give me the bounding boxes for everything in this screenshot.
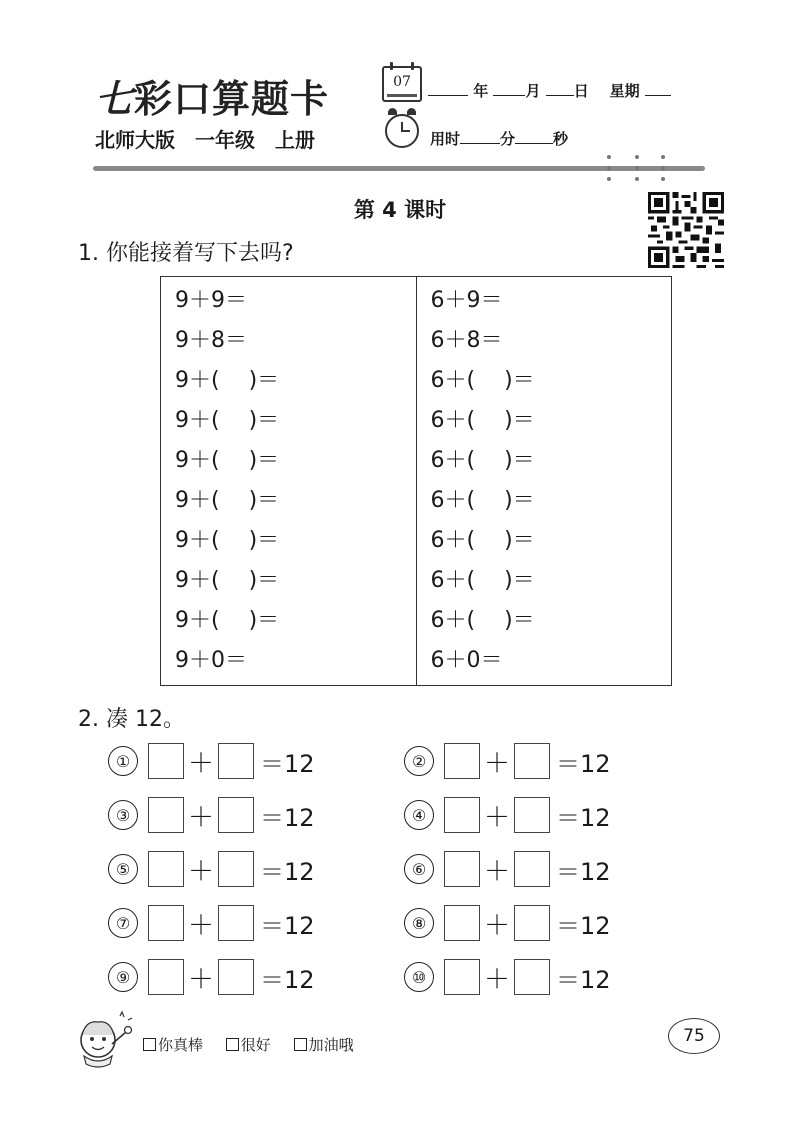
equation-row[interactable]: 9＋( )＝ [175, 368, 280, 393]
equals-twelve: ＝12 [260, 803, 315, 832]
item-number: ⑦ [108, 908, 138, 938]
make-twelve-item [108, 954, 315, 1000]
answer-box[interactable] [148, 743, 184, 779]
answer-box[interactable] [148, 959, 184, 995]
answer-box[interactable] [444, 743, 480, 779]
answer-box[interactable] [514, 905, 550, 941]
plus-sign: ＋ [187, 802, 214, 833]
equation-row[interactable]: 9＋( )＝ [175, 488, 280, 513]
make-twelve-item [404, 954, 611, 1000]
clock-icon [385, 114, 419, 148]
equals-twelve: ＝12 [556, 911, 611, 940]
equation-row[interactable]: 9＋9＝ [175, 288, 247, 313]
table-column-9 [161, 277, 416, 685]
answer-box[interactable] [444, 905, 480, 941]
answer-box[interactable] [514, 959, 550, 995]
rating-option[interactable]: 加油哦 [294, 1036, 354, 1054]
equals-twelve: ＝12 [556, 803, 611, 832]
binder-ring-icon [660, 155, 666, 181]
checkbox-icon[interactable] [294, 1038, 307, 1051]
equals-twelve: ＝12 [260, 911, 315, 940]
equation-row[interactable]: 6＋( )＝ [430, 408, 535, 433]
plus-sign: ＋ [187, 964, 214, 995]
item-number: ⑧ [404, 908, 434, 938]
checkbox-icon[interactable] [143, 1038, 156, 1051]
time-fields: 用时 分 秒 [430, 130, 569, 148]
make-twelve-item [404, 792, 611, 838]
equals-twelve: ＝12 [556, 857, 611, 886]
plus-sign: ＋ [483, 910, 510, 941]
equation-row[interactable]: 6＋9＝ [430, 288, 503, 313]
answer-box[interactable] [514, 797, 550, 833]
equation-row[interactable]: 6＋( )＝ [430, 568, 535, 593]
header-divider [93, 166, 705, 171]
answer-box[interactable] [444, 851, 480, 887]
equals-twelve: ＝12 [556, 749, 611, 778]
make-twelve-item [108, 900, 315, 946]
item-number: ⑩ [404, 962, 434, 992]
equals-twelve: ＝12 [260, 965, 315, 994]
item-number: ① [108, 746, 138, 776]
lesson-title: 第 4 课时 [353, 198, 447, 222]
page-number: 75 [668, 1018, 720, 1054]
plus-sign: ＋ [187, 748, 214, 779]
qr-code-icon [648, 192, 724, 268]
answer-box[interactable] [218, 743, 254, 779]
equals-twelve: ＝12 [556, 965, 611, 994]
make-twelve-item [404, 900, 611, 946]
answer-box[interactable] [444, 797, 480, 833]
answer-box[interactable] [514, 743, 550, 779]
equation-row[interactable]: 6＋8＝ [430, 328, 503, 353]
item-number: ⑨ [108, 962, 138, 992]
plus-sign: ＋ [483, 856, 510, 887]
equation-row[interactable]: 9＋( )＝ [175, 528, 280, 553]
table-column-6 [416, 277, 672, 685]
plus-sign: ＋ [483, 964, 510, 995]
question-2-prompt: 2. 凑 12。 [78, 707, 185, 732]
answer-box[interactable] [514, 851, 550, 887]
answer-box[interactable] [218, 905, 254, 941]
plus-sign: ＋ [483, 802, 510, 833]
answer-box[interactable] [148, 851, 184, 887]
plus-sign: ＋ [187, 910, 214, 941]
rating-option[interactable]: 你真棒 [143, 1036, 203, 1054]
equals-twelve: ＝12 [260, 857, 315, 886]
equation-row[interactable]: 9＋8＝ [175, 328, 247, 353]
binder-ring-icon [634, 155, 640, 181]
calendar-icon [382, 66, 422, 102]
answer-box[interactable] [148, 797, 184, 833]
edition-label: 北师大版 一年级 上册 [95, 128, 315, 152]
rating-option[interactable]: 很好 [226, 1036, 271, 1054]
equation-row[interactable]: 6＋( )＝ [430, 608, 535, 633]
make-twelve-item [404, 738, 611, 784]
equals-twelve: ＝12 [260, 749, 315, 778]
equation-row[interactable]: 6＋0＝ [430, 648, 503, 673]
equation-row[interactable]: 6＋( )＝ [430, 368, 535, 393]
equation-row[interactable]: 9＋( )＝ [175, 608, 280, 633]
make-twelve-item [108, 792, 315, 838]
binder-ring-icon [606, 155, 612, 181]
item-number: ⑥ [404, 854, 434, 884]
make-twelve-item [108, 846, 315, 892]
item-number: ③ [108, 800, 138, 830]
item-number: ② [404, 746, 434, 776]
equation-row[interactable]: 6＋( )＝ [430, 528, 535, 553]
item-number: ⑤ [108, 854, 138, 884]
brand-title: 七彩口算题卡 [95, 76, 330, 121]
equation-row[interactable]: 9＋( )＝ [175, 408, 280, 433]
answer-box[interactable] [148, 905, 184, 941]
calendar-day: 07 [393, 74, 411, 90]
answer-box[interactable] [218, 797, 254, 833]
answer-box[interactable] [444, 959, 480, 995]
answer-box[interactable] [218, 851, 254, 887]
make-twelve-item [108, 738, 315, 784]
plus-sign: ＋ [187, 856, 214, 887]
make-twelve-item [404, 846, 611, 892]
equation-row[interactable]: 9＋0＝ [175, 648, 247, 673]
question-1-prompt: 1. 你能接着写下去吗? [78, 241, 294, 266]
plus-sign: ＋ [483, 748, 510, 779]
equation-row[interactable]: 9＋( )＝ [175, 448, 280, 473]
self-rating [143, 1034, 372, 1055]
equation-row[interactable]: 6＋( )＝ [430, 448, 535, 473]
date-fields: 年 月 日 星期 [428, 80, 671, 101]
mascot-icon [68, 1008, 138, 1070]
answer-box[interactable] [218, 959, 254, 995]
equation-row[interactable]: 9＋( )＝ [175, 568, 280, 593]
checkbox-icon[interactable] [226, 1038, 239, 1051]
addition-table [160, 276, 672, 686]
item-number: ④ [404, 800, 434, 830]
equation-row[interactable]: 6＋( )＝ [430, 488, 535, 513]
